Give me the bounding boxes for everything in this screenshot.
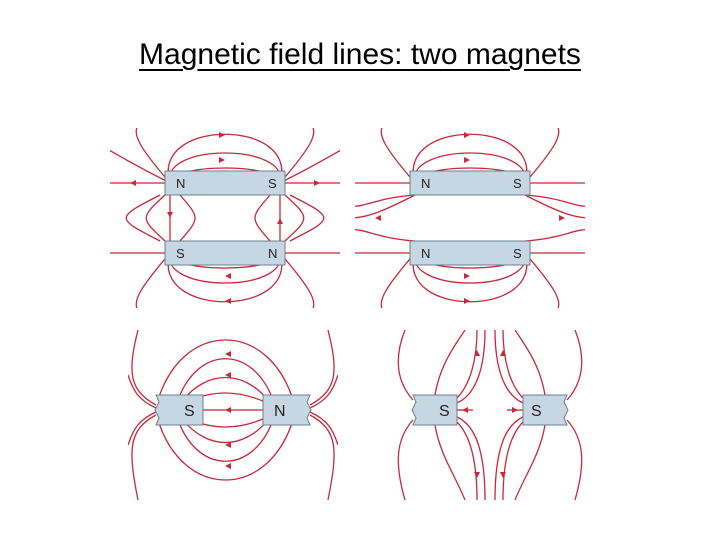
panel-opposite-poles-attract [128, 330, 338, 500]
pole-label: N [421, 176, 431, 191]
pole-label: S [513, 176, 522, 191]
pole-label: S [268, 176, 277, 191]
pole-label: N [274, 403, 286, 420]
pole-label: S [439, 403, 450, 420]
pole-label: N [176, 176, 186, 191]
pole-label: S [513, 246, 522, 261]
panel-antiparallel-magnets [110, 128, 340, 308]
pole-label: S [176, 246, 185, 261]
pole-label: N [421, 246, 431, 261]
panel-parallel-magnets [355, 128, 585, 308]
pole-label: N [268, 246, 278, 261]
pole-label: S [184, 403, 195, 420]
panel-like-poles-repel [385, 330, 595, 500]
page-title: Magnetic field lines: two magnets [139, 38, 581, 71]
pole-label: S [531, 403, 542, 420]
